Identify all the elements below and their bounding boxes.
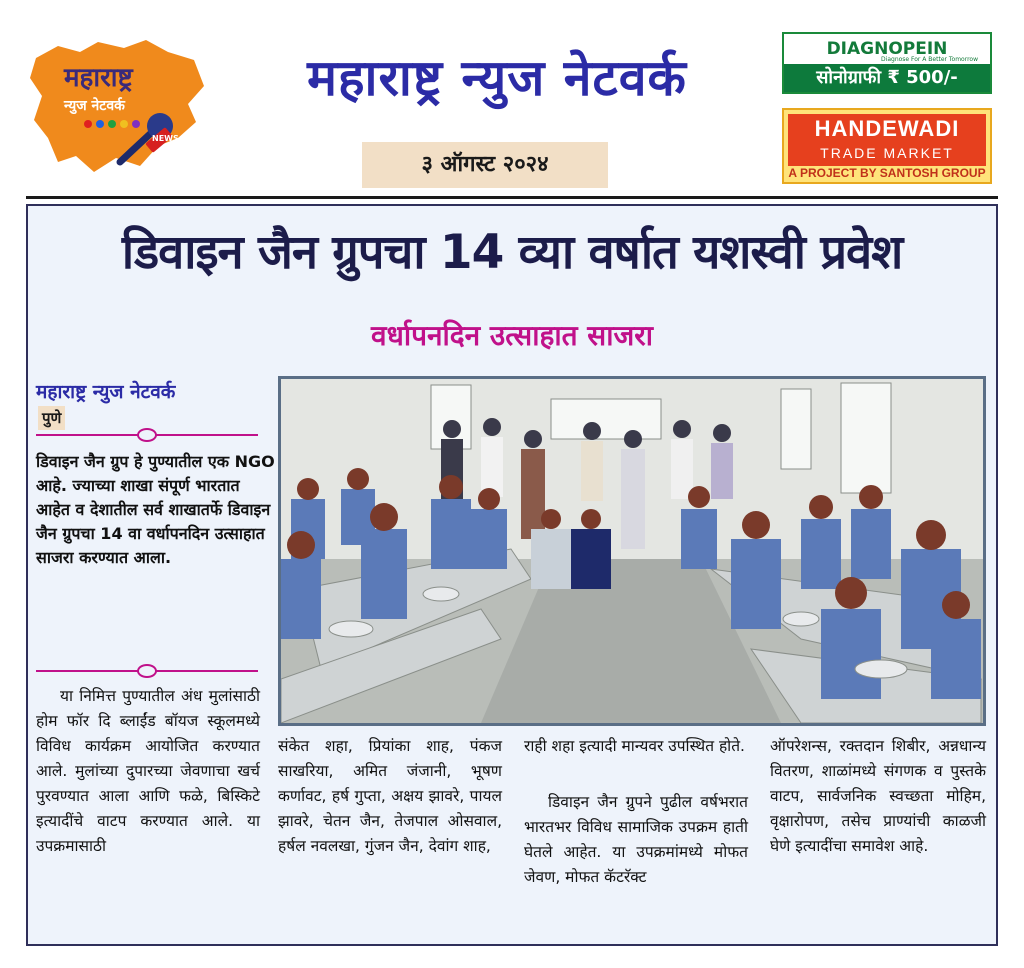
article-byline: महाराष्ट्र न्युज नेटवर्क <box>36 381 176 403</box>
logo <box>28 38 208 178</box>
article-intro: डिवाइन जैन ग्रुप हे पुण्यातील एक NGO आहे. ज्याच्या शाखा संपूर्ण भारतात आहेत व देशातील सर्व शाखातर्फे डिवाइन जैन ग्रुपचा 14 वा वर्धापनदिन उत्साहात साजरा करण्यात आला. <box>36 452 275 567</box>
article-headline: डिवाइन जैन ग्रुपचा 14 व्या वर्षात यशस्वी प्रवेश <box>121 225 903 280</box>
ad-handewadi[interactable] <box>782 108 992 184</box>
ad-handewadi-panel <box>788 114 986 166</box>
logo-subtitle: न्युज नेटवर्क <box>64 98 125 114</box>
ornament-divider <box>36 670 258 672</box>
ad-handewadi-subtitle: TRADE MARKET <box>820 145 954 161</box>
article-column-3b: डिवाइन जैन ग्रुपने पुढील वर्षभरात भारतभर विविध सामाजिक उपक्रम हाती घेतले आहेत. या उपक्रमांमध्ये मोफत जेवण, मोफत कॅटरॅक्ट <box>524 793 748 886</box>
ad-diagnopein-tagline: Diagnose For A Better Tomorrow <box>881 56 978 63</box>
ad-diagnopein-brand: DIAGNOPEIN <box>826 39 948 59</box>
article-dateline: पुणे <box>38 406 65 430</box>
article-column-2: संकेत शहा, प्रियांका शाह, पंकज साखरिया, अमित जंजानी, भूषण कर्णावट, हर्ष गुप्ता, अक्षय झावरे, पायल झावरे, चेतन जैन, तेजपाल ओसवाल, हर्षल नवलखा, गुंजन जैन, देवांग शाह, <box>278 737 502 855</box>
news-badge: NEWS <box>152 134 179 143</box>
issue-date: ३ ऑगस्ट २०२४ <box>362 142 608 188</box>
ad-diagnopein-offer: सोनोग्राफी ₹ 500/- <box>784 64 990 92</box>
article-column-4: ऑपरेशन्स, रक्तदान शिबीर, अन्नधान्य वितरण, शाळांमध्ये संगणक व पुस्तके वाटप, सार्वजनिक स्वच्छता मोहिम, वृक्षारोपण, तसेच प्राण्यांची काळजी घेणे इत्यादींचा समावेश आहे. <box>770 737 986 855</box>
dining-hall-photo <box>281 379 983 723</box>
ad-diagnopein[interactable] <box>782 32 992 94</box>
masthead-rule <box>26 196 998 199</box>
article-column-1: या निमित्त पुण्यातील अंध मुलांसाठी होम फॉर दि ब्लाईंड बॉयज स्कूलमध्ये विविध कार्यक्रम आयोजित करण्यात आले. मुलांच्या दुपारच्या जेवणाचा खर्च पुरवण्यात आला आणि फळे, बिस्किटे इत्यादींचे वाटप करण्यात आले. या उपक्रमासाठी <box>36 687 260 855</box>
ornament-divider <box>36 434 258 436</box>
article-subheadline: वर्धापनदिन उत्साहात साजरा <box>371 319 653 352</box>
ad-handewadi-name: HANDEWADI <box>814 116 960 141</box>
ad-handewadi-footer: A PROJECT BY SANTOSH GROUP <box>788 166 986 180</box>
article-column-3a: राही शहा इत्यादी मान्यवर उपस्थित होते. <box>524 737 745 755</box>
article-photo <box>278 376 986 726</box>
article-frame <box>26 204 998 946</box>
logo-title: महाराष्ट्र <box>64 63 133 93</box>
masthead-title: महाराष्ट्र न्युज नेटवर्क <box>307 49 687 107</box>
